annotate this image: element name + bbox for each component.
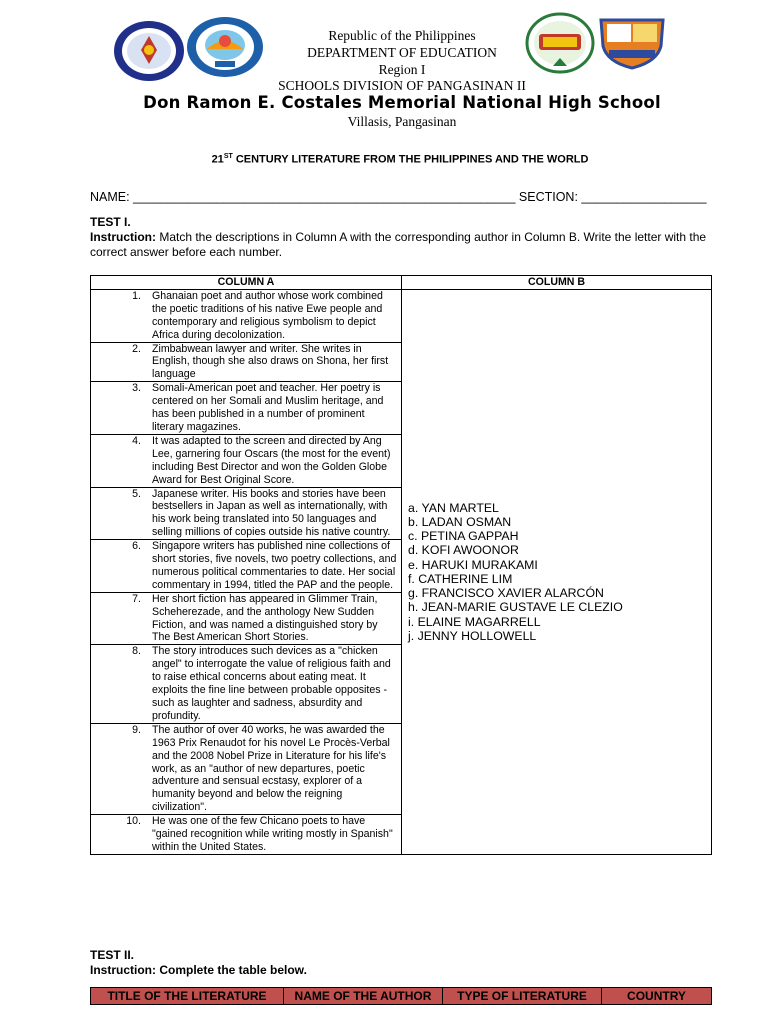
choice-b: b. LADAN OSMAN (408, 515, 512, 530)
subject-prefix: 21 (211, 153, 224, 166)
test2-instruction: Instruction: Complete the table below. (90, 963, 307, 977)
republic-line: Republic of the Philippines (328, 28, 476, 43)
region-line: Region I (378, 62, 426, 77)
test1-instruction-text: Match the descriptions in Column A with the corresponding author in Column B. Write the letter with the correct answer before each number. (90, 230, 707, 259)
choices-cell (402, 289, 712, 854)
choice-h: h. JEAN-MARIE GUSTAVE LE CLEZIO (408, 600, 623, 615)
question-row (91, 592, 402, 645)
choice-a: a. YAN MARTEL (408, 500, 499, 515)
question-row (91, 645, 402, 723)
question-row (91, 487, 402, 540)
matching-table (90, 275, 712, 855)
question-row (91, 723, 402, 814)
test1-title: TEST I. (90, 215, 131, 229)
question-number: 6. (132, 540, 141, 553)
department-line: DEPARTMENT OF EDUCATION (307, 45, 497, 60)
question-text: It was adapted to the screen and directed by Ang Lee, garnering four Oscars (the most for the event) including Best Director and won the Golden Globe Award for Best Original Score. (152, 434, 391, 486)
question-text: Ghanaian poet and author whose work combined the poetic traditions of his native Ewe people and contemporary and religious symbolism to depict Africa during decolonization. (152, 289, 383, 341)
question-row (91, 815, 402, 855)
question-number: 7. (132, 592, 141, 605)
question-text: The story introduces such devices as a "chicken angel" to interrogate the value of religious faith and to raise ethical concerns about eating meat. It exploits the fine line between probable opposites - such as laughter and sadness, absurdity and profundity. (152, 645, 391, 722)
question-text: He was one of the few Chicano poets to have "gained recognition while writing mostly in Spanish" within the United States. (152, 815, 393, 853)
author-column-header: NAME OF THE AUTHOR (284, 988, 443, 1005)
school-location: Villasis, Pangasinan (347, 114, 457, 129)
name-section-line: NAME: _______________________________________________________ SECTION: __________________ (90, 190, 707, 204)
choice-e: e. HARUKI MURAKAMI (408, 557, 538, 572)
question-number: 1. (132, 289, 141, 302)
column-a-header: COLUMN A (91, 276, 402, 290)
question-text: The author of over 40 works, he was awarded the 1963 Prix Renaudot for his novel Le Procès-Verbal and the 2008 Nobel Prize in Literature for his life's work, as an "author of new departures, poetic adventure and sensual ecstasy, explorer of a humanity beyond and below the reigning civilization". (152, 723, 390, 814)
question-text: Somali-American poet and teacher. Her poetry is centered on her Somali and Muslim heritage, and has been published in a number of prominent literary magazines. (152, 382, 384, 433)
test2-title: TEST II. (90, 948, 135, 962)
question-row (91, 540, 402, 593)
question-number: 2. (132, 342, 141, 355)
question-row (91, 434, 402, 487)
question-number: 3. (132, 382, 141, 395)
choice-j: j. JENNY HOLLOWELL (408, 628, 537, 643)
choice-c: c. PETINA GAPPAH (408, 529, 519, 544)
question-number: 8. (132, 645, 141, 658)
question-text: Zimbabwean lawyer and writer. She writes in English, though she also draws on Shona, her first language (152, 342, 389, 381)
subject-superscript: ST (223, 153, 233, 160)
column-b-header: COLUMN B (402, 276, 712, 290)
question-row (91, 342, 402, 382)
test1-instruction-label: Instruction: (90, 230, 156, 244)
question-number: 10. (126, 815, 141, 828)
title-column-header: TITLE OF THE LITERATURE (91, 988, 284, 1005)
choice-f: f. CATHERINE LIM (408, 571, 513, 586)
subject-title (0, 153, 768, 166)
country-column-header: COUNTRY (602, 988, 712, 1005)
choice-g: g. FRANCISCO XAVIER ALARCÓN (408, 586, 604, 601)
subject-rest: CENTURY LITERATURE FROM THE PHILIPPINES AND THE WORLD (232, 153, 589, 166)
question-text: Singapore writers has published nine collections of short stories, five novels, two poetry collections, and numerous political commentaries to date. Her social commentary in 1994, titled the PAP and the people. (152, 540, 397, 591)
question-row (91, 382, 402, 435)
literature-table (90, 987, 712, 1005)
question-number: 9. (132, 723, 141, 736)
type-column-header: TYPE OF LITERATURE (443, 988, 602, 1005)
question-text: Her short fiction has appeared in Glimmer Train, Scheherezade, and the anthology New Sudden Fiction, and was named a distinguished story by The Best American Short Stories. (152, 592, 378, 644)
test1-instruction (90, 230, 715, 260)
question-text: Japanese writer. His books and stories have been bestsellers in Japan as well as internationally, with his work being translated into 50 languages and selling millions of copies outside his native country. (152, 487, 391, 539)
question-number: 4. (132, 434, 141, 447)
division-line: SCHOOLS DIVISION OF PANGASINAN II (278, 78, 526, 93)
choice-d: d. KOFI AWOONOR (408, 543, 519, 558)
question-row (91, 289, 402, 342)
choice-i: i. ELAINE MAGARRELL (408, 614, 541, 629)
school-name: Don Ramon E. Costales Memorial National High School (143, 93, 661, 112)
question-number: 5. (132, 487, 141, 500)
